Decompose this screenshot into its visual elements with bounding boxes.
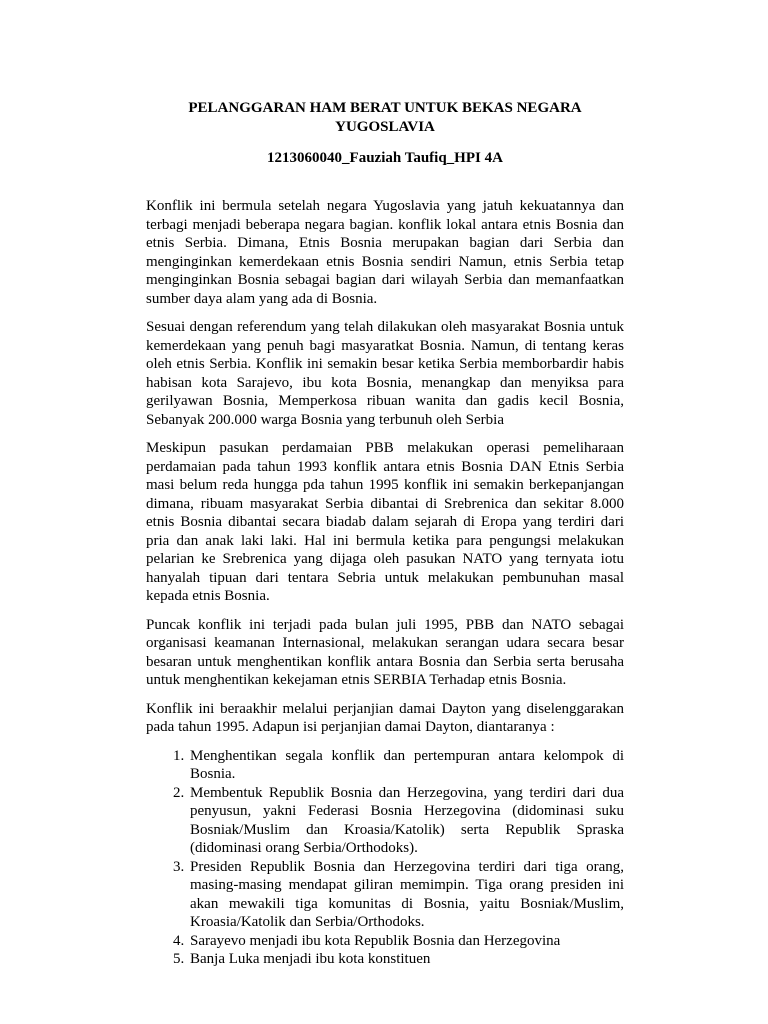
paragraph-2: Sesuai dengan referendum yang telah dilakukan oleh masyarakat Bosnia untuk kemerdekaan yang penuh bagi masyaratkat Bosnia. Namun, di tentang keras oleh etnis Serbia. Konflik ini semakin besar ketika Serbia memborbardir habis habisan kota Sarajevo, ibu kota Bosnia, menangkap dan menyiksa para gerilyawan Bosnia, Memperkosa ribuan wanita dan gadis kecil Bosnia, Sebanyak 200.000 warga Bosnia yang terbunuh oleh Serbia bbox=[146, 319, 624, 428]
paragraph-4: Puncak konflik ini terjadi pada bulan juli 1995, PBB dan NATO sebagai organisasi keamanan Internasional, melakukan serangan udara secara besar besaran untuk menghentikan konflik antara Bosnia dan Serbia serta berusaha untuk menghentikan kekejaman etnis SERBIA Terhadap etnis Bosnia. bbox=[146, 616, 624, 688]
agreement-points-list bbox=[146, 747, 624, 969]
paragraph-1: Konflik ini bermula setelah negara Yugoslavia yang jatuh kekuatannya dan terbagi menjadi beberapa negara bagian. konflik lokal antara etnis Bosnia dan etnis Serbia. Dimana, Etnis Bosnia merupakan bagian dari Serbia dan menginginkan kemerdekaan etnis Bosnia sendiri Namun, etnis Serbia tetap menginginkan Bosnia sebagai bagian dari wilayah Serbia dan memanfaatkan sumber daya alam yang ada di Bosnia. bbox=[146, 198, 624, 307]
list-item: 2. Membentuk Republik Bosnia dan Herzegovina, yang terdiri dari dua penyusun, yakni Federasi Bosnia Herzegovina (didominasi suku Bosniak/Muslim dan Kroasia/Katolik) serta Republik Spraska (didominasi orang Serbia/Orthodoks). bbox=[188, 784, 624, 858]
list-item: 3. Presiden Republik Bosnia dan Herzegovina terdiri dari tiga orang, masing-masing mendapat giliran memimpin. Tiga orang presiden ini akan mewakili tiga komunitas di Bosnia, yaitu Bosniak/Muslim, Kroasia/Katolik dan Serbia/Orthodoks. bbox=[188, 858, 624, 932]
document-title: PELANGGARAN HAM BERAT UNTUK BEKAS NEGARA YUGOSLAVIA bbox=[188, 100, 582, 135]
author-line: 1213060040_Fauziah Taufiq_HPI 4A bbox=[267, 150, 503, 166]
paragraph-5: Konflik ini beraakhir melalui perjanjian damai Dayton yang diselenggarakan pada tahun 1995. Adapun isi perjanjian damai Dayton, diantaranya : bbox=[146, 700, 624, 735]
list-item: 1. Menghentikan segala konflik dan pertempuran antara kelompok di Bosnia. bbox=[188, 747, 624, 784]
document-page bbox=[146, 99, 624, 969]
paragraph-3: Meskipun pasukan perdamaian PBB melakukan operasi pemeliharaan perdamaian pada tahun 1993 konflik antara etnis Bosnia DAN Etnis Serbia masi belum reda hungga pda tahun 1995 konflik ini semakin berkepanjangan dimana, ribuam masyarakat Serbia dibantai di Srebrenica dan sekitar 8.000 etnis Bosnia dibantai secara biadab dalam sejarah di Eropa yang terdiri dari pria dan anak laki laki. Hal ini bermula ketika para pengungsi melakukan pelarian ke Srebrenica yang dijaga oleh pasukan NATO yang ternyata iotu hanyalah tipuan dari tentara Sebria untuk melakukan pembunuhan masal kepada etnis Bosnia. bbox=[146, 440, 624, 604]
list-item: 5. Banja Luka menjadi ibu kota konstituen bbox=[188, 950, 624, 969]
list-item: 4. Sarayevo menjadi ibu kota Republik Bosnia dan Herzegovina bbox=[188, 932, 624, 951]
